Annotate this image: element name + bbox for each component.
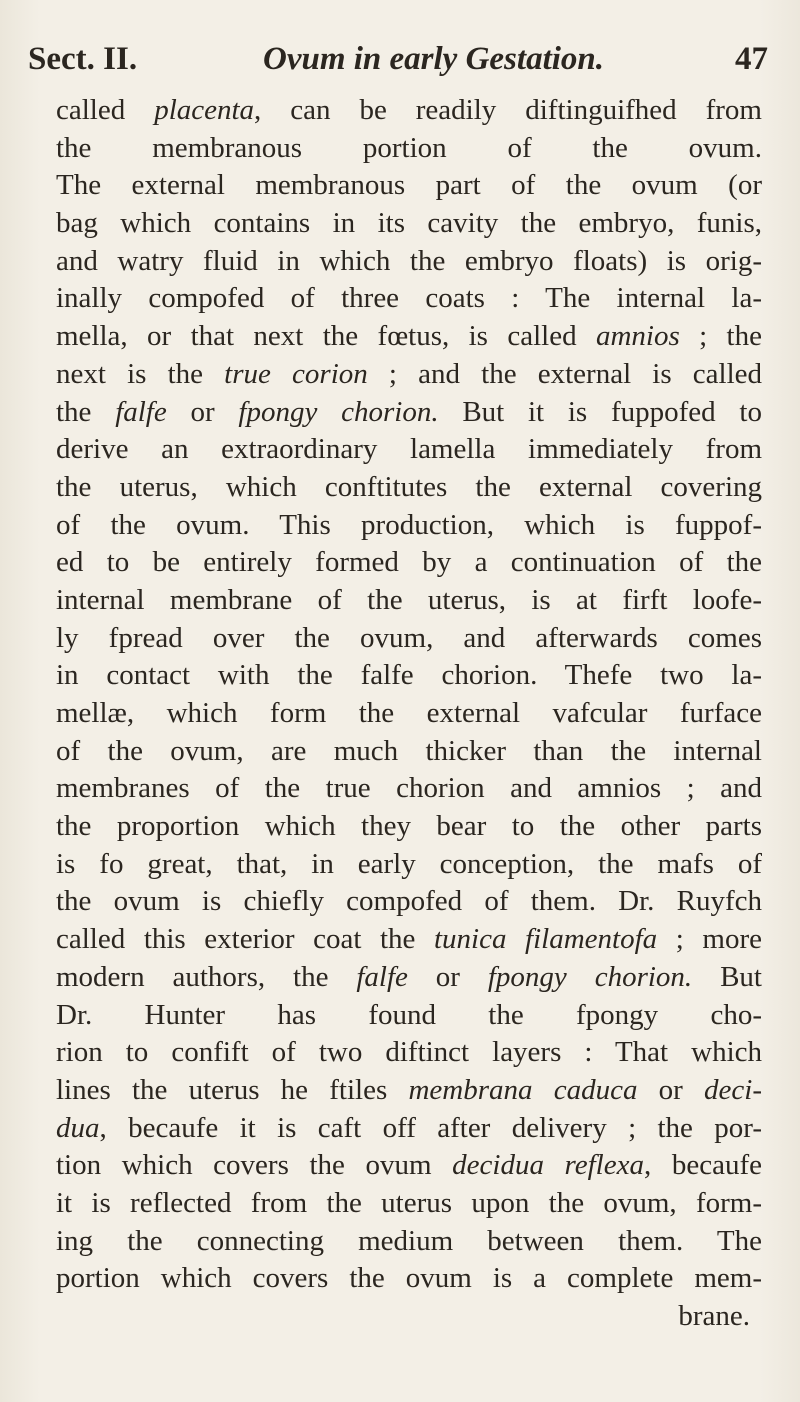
text-run: , becaufe it is caft off after delivery ; the por- (99, 1111, 762, 1144)
text-line (56, 657, 762, 695)
text-run: mellæ, which form the external vafcular furface (56, 697, 762, 729)
text-run: ing the connecting medium between them. The (56, 1224, 762, 1257)
text-run: But it is fuppofed to (438, 395, 762, 428)
text-run: , can be readily diftinguifhed from (254, 94, 762, 126)
text-line (56, 356, 762, 394)
text-run: bag which contains in its cavity the embryo, funis, (56, 207, 762, 240)
text-line (56, 318, 762, 356)
text-run: derive an extraordinary lamella immediately from (56, 433, 762, 466)
text-line (56, 167, 762, 205)
text-line (56, 733, 762, 771)
italic-term: falfe (115, 395, 167, 428)
text-run: the proportion which they bear to the other parts (56, 810, 762, 843)
italic-term: placenta (154, 94, 255, 126)
text-run: But (692, 960, 762, 993)
text-run: Dr. Hunter has found the fpongy cho- (56, 998, 762, 1031)
text-run: lines the uterus he ftiles (56, 1073, 409, 1106)
text-line (56, 431, 762, 469)
text-line (56, 544, 762, 582)
text-run: or (637, 1073, 705, 1106)
text-run: called (56, 94, 155, 126)
text-run: modern authors, the (56, 960, 357, 993)
text-run: or (407, 960, 488, 993)
text-run: brane. (678, 1300, 750, 1332)
text-run: is fo great, that, in early conception, the mafs of (56, 847, 762, 880)
page-number: 47 (735, 41, 768, 77)
text-line (56, 1260, 762, 1298)
text-line (56, 770, 762, 808)
text-line (56, 243, 762, 281)
text-run: in contact with the falfe chorion. Thefe two la- (56, 659, 762, 692)
text-run: rion to confift of two diftinct layers : That which (56, 1036, 762, 1069)
text-run: mella, or that next the fœtus, is called (56, 320, 596, 353)
text-run: of the ovum, are much thicker than the internal (56, 734, 762, 767)
text-line (56, 130, 762, 168)
text-run: tion which covers the ovum (56, 1149, 453, 1182)
text-line (56, 997, 762, 1035)
italic-term: true corion (224, 357, 368, 390)
text-run: it is reflected from the uterus upon the ovum, form- (56, 1186, 762, 1219)
text-line (56, 1034, 762, 1072)
text-run: of the ovum. This production, which is fuppof- (56, 508, 762, 541)
text-line (56, 883, 762, 921)
text-line (56, 582, 762, 620)
italic-term: dua (56, 1111, 100, 1144)
italic-term: fpongy chorion. (238, 395, 439, 428)
text-run: and watry fluid in which the embryo floats) is orig- (56, 244, 762, 277)
running-title: Ovum in early Gestation. (263, 41, 605, 77)
text-run: ; the (679, 320, 762, 353)
text-line (56, 507, 762, 545)
italic-term: amnios (595, 320, 680, 353)
text-run: the (56, 395, 116, 428)
text-run: The external membranous part of the ovum (or (56, 169, 762, 202)
text-line (56, 1298, 762, 1336)
text-run: next is the (56, 357, 225, 390)
text-line (56, 620, 762, 658)
text-line (56, 1223, 762, 1261)
text-run: ; more (657, 923, 762, 956)
text-run: the ovum is chiefly compofed of them. Dr. Ruyfch (56, 885, 762, 918)
section-label: Sect. II. (28, 41, 138, 77)
italic-term: deci- (704, 1073, 762, 1106)
text-run: the uterus, which conftitutes the external covering (56, 470, 762, 503)
text-run: inally compofed of three coats : The internal la- (56, 282, 762, 315)
text-run: the membranous portion of the ovum. (56, 131, 762, 164)
text-line (56, 921, 762, 959)
text-line (56, 1185, 762, 1223)
text-run: internal membrane of the uterus, is at firft loofe- (56, 583, 762, 616)
italic-term: tunica filamentofa (433, 923, 658, 956)
text-line (56, 1072, 762, 1110)
italic-term: decidua reflexa (452, 1149, 644, 1182)
text-line (56, 394, 762, 432)
text-run: ed to be entirely formed by a continuation of the (56, 546, 762, 579)
italic-term: fpongy chorion. (487, 960, 693, 993)
text-line (56, 205, 762, 243)
text-run: , becaufe (643, 1149, 762, 1182)
text-run: ly fpread over the ovum, and afterwards comes (56, 621, 762, 654)
text-line (56, 808, 762, 846)
text-line (56, 959, 762, 997)
italic-term: falfe (356, 960, 408, 993)
text-run: or (166, 395, 239, 428)
text-run: called this exterior coat the (56, 923, 434, 956)
text-run: ; and the external is called (367, 357, 762, 390)
italic-term: membrana caduca (408, 1073, 638, 1106)
text-line (56, 280, 762, 318)
text-run: portion which covers the ovum is a complete mem- (56, 1262, 762, 1295)
text-line (56, 1110, 762, 1148)
text-run: membranes of the true chorion and amnios ; and (56, 772, 762, 805)
text-line (56, 1147, 762, 1185)
running-head (28, 34, 768, 84)
body-text (56, 92, 762, 1336)
text-line (56, 846, 762, 884)
text-line (56, 695, 762, 733)
text-line (56, 92, 762, 130)
text-line (56, 469, 762, 507)
